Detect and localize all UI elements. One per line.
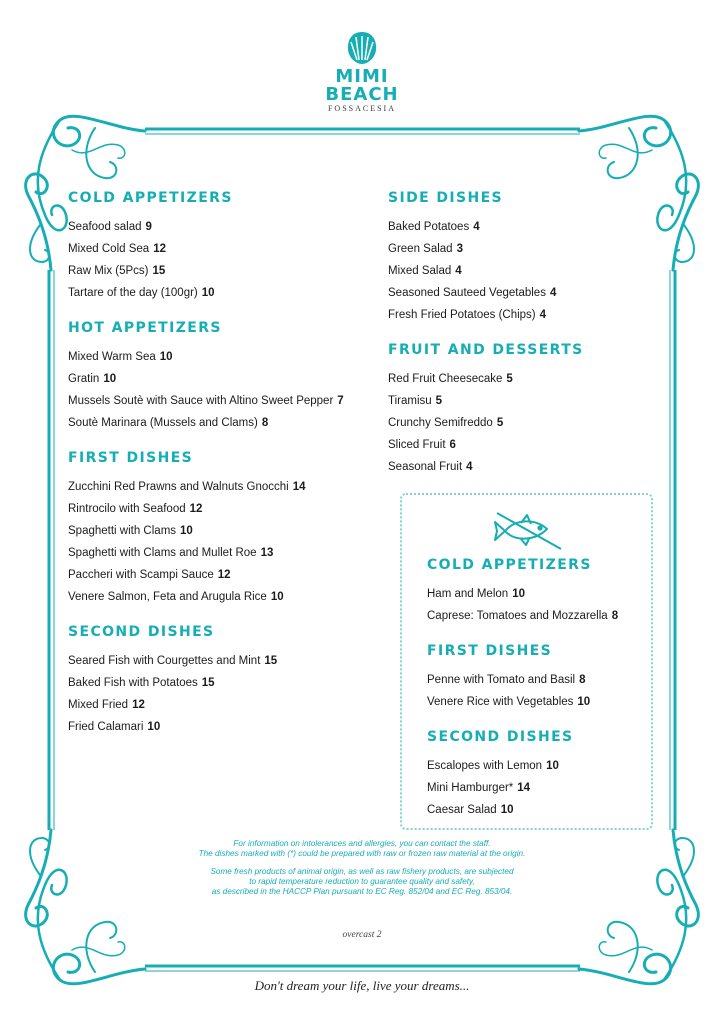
item-price: 12 [153, 243, 166, 255]
menu-item [388, 368, 584, 390]
menu-item [388, 304, 584, 326]
item-price: 7 [337, 395, 344, 407]
item-price: 6 [449, 439, 456, 451]
item-name: Seasonal Fruit [388, 461, 463, 473]
section-title: HOT APPETIZERS [68, 320, 222, 336]
item-price: 10 [103, 373, 117, 385]
item-price: 4 [466, 461, 473, 473]
menu-section [388, 342, 584, 478]
item-price: 15 [264, 655, 278, 667]
menu-item [427, 799, 618, 821]
menu-item [68, 346, 344, 368]
item-name: Venere Salmon, Feta and Arugula Rice [68, 591, 267, 603]
menu-item [427, 777, 618, 799]
item-price: 5 [435, 395, 443, 407]
item-price: 12 [217, 569, 231, 581]
item-name: Spaghetti with Clams and Mullet Roe [68, 547, 257, 559]
item-name: Tartare of the day (100gr) [68, 287, 198, 299]
item-name: Green Salad [388, 243, 453, 255]
brand-place: FOSSACESIA [327, 104, 396, 113]
section-title: SIDE DISHES [388, 190, 504, 206]
item-name: Mixed Salad [388, 265, 452, 277]
item-price: 3 [456, 243, 463, 255]
right-menu-column [388, 190, 584, 494]
item-name: Baked Fish with Potatoes [68, 677, 198, 689]
menu-section [427, 557, 618, 627]
item-name: Caesar Salad [427, 804, 497, 816]
note-line: to rapid temperature reduction to guarantee quality and safety, [249, 877, 475, 886]
logo [300, 28, 424, 113]
menu-item [388, 390, 584, 412]
menu-item [68, 520, 344, 542]
menu-item [68, 476, 344, 498]
item-price: 4 [549, 287, 557, 299]
section-title: COLD APPETIZERS [68, 190, 233, 206]
menu-item [68, 412, 344, 434]
brand-name-line2: BEACH [325, 84, 399, 105]
item-name: Zucchini Red Prawns and Walnuts Gnocchi [68, 481, 289, 493]
item-name: Fresh Fried Potatoes (Chips) [388, 309, 536, 321]
item-price: 10 [159, 351, 173, 363]
menu-item [68, 238, 344, 260]
item-price: 4 [539, 309, 547, 321]
item-name: Gratin [68, 373, 100, 385]
menu-item [68, 672, 344, 694]
section-title: FIRST DISHES [68, 450, 194, 466]
item-price: 10 [147, 721, 161, 733]
menu-item [68, 564, 344, 586]
menu-item [68, 368, 344, 390]
item-name: Mixed Fried [68, 699, 129, 711]
shell-logo-icon [342, 28, 382, 68]
item-name: Tiramisu [388, 395, 432, 407]
menu-section [427, 729, 618, 821]
item-price: 12 [132, 699, 145, 711]
menu-item [427, 583, 618, 605]
section-title: SECOND DISHES [68, 624, 215, 640]
brand-name-line1: MIMI [335, 66, 389, 87]
menu-section [68, 320, 344, 434]
section-title: FRUIT AND DESSERTS [388, 342, 584, 358]
item-price: 10 [201, 287, 215, 299]
item-price: 9 [145, 221, 152, 233]
item-name: Seared Fish with Courgettes and Mint [68, 655, 261, 667]
item-price: 12 [189, 503, 203, 515]
menu-item [68, 498, 344, 520]
menu-item [388, 260, 584, 282]
item-price: 10 [577, 696, 591, 708]
no-fish-menu-column [427, 557, 618, 837]
menu-section [68, 190, 344, 304]
item-name: Sliced Fruit [388, 439, 446, 451]
section-title: COLD APPETIZERS [427, 557, 592, 573]
item-price: 5 [506, 373, 513, 385]
item-name: Mixed Cold Sea [68, 243, 150, 255]
menu-item [68, 282, 344, 304]
tagline: Don't dream your life, live your dreams... [254, 978, 470, 993]
item-price: 10 [500, 804, 514, 816]
notes-paragraph [150, 867, 574, 897]
menu-item [427, 691, 618, 713]
menu-section [388, 190, 584, 326]
item-price: 14 [517, 782, 531, 794]
note-line: as described in the HACCP Plan pursuant to EC Reg. 852/04 and EC Reg. 853/04. [211, 887, 513, 896]
menu-item [388, 238, 584, 260]
note-line: Some fresh products of animal origin, as well as raw fishery products, are subjected [210, 867, 514, 876]
item-price: 8 [611, 610, 619, 622]
item-name: Seafood salad [68, 221, 142, 233]
menu-item [427, 755, 618, 777]
item-name: Raw Mix (5Pcs) [68, 265, 149, 277]
note-line: For information on intolerances and allergies, you can contact the staff. [233, 839, 491, 848]
item-price: 4 [455, 265, 462, 277]
item-price: 5 [496, 417, 504, 429]
item-name: Soutè Marinara (Mussels and Clams) [68, 417, 258, 429]
allergy-notes [150, 839, 574, 905]
menu-section [68, 624, 344, 738]
item-name: Escalopes with Lemon [427, 760, 543, 772]
menu-section [427, 643, 618, 713]
item-price: 15 [152, 265, 166, 277]
item-name: Venere Rice with Vegetables [427, 696, 574, 708]
item-name: Paccheri with Scampi Sauce [68, 569, 214, 581]
menu-item [388, 412, 584, 434]
item-price: 10 [180, 525, 193, 537]
menu-item [68, 716, 344, 738]
item-name: Seasoned Sauteed Vegetables [388, 287, 546, 299]
item-name: Rintrocilo with Seafood [68, 503, 186, 515]
menu-item [68, 542, 344, 564]
item-price: 10 [546, 760, 559, 772]
item-name: Mussels Soutè with Sauce with Altino Sweet Pepper [68, 395, 334, 407]
notes-paragraph [150, 839, 574, 859]
section-title: SECOND DISHES [427, 729, 574, 745]
no-fish-icon [491, 509, 565, 553]
menu-item [68, 586, 344, 608]
menu-item [388, 282, 584, 304]
menu-item [427, 669, 618, 691]
menu-item [388, 216, 584, 238]
item-name: Red Fruit Cheesecake [388, 373, 503, 385]
page-code: overcast 2 [342, 930, 382, 940]
item-name: Caprese: Tomatoes and Mozzarella [427, 610, 608, 622]
item-price: 10 [270, 591, 284, 603]
item-price: 8 [261, 417, 269, 429]
left-menu-column [68, 190, 344, 754]
menu-item [388, 456, 584, 478]
menu-item [68, 650, 344, 672]
menu-item [68, 390, 344, 412]
item-name: Mini Hamburger* [427, 782, 514, 794]
section-title: FIRST DISHES [427, 643, 553, 659]
item-name: Baked Potatoes [388, 221, 470, 233]
item-price: 10 [512, 588, 525, 600]
menu-item [427, 605, 618, 627]
item-name: Fried Calamari [68, 721, 144, 733]
menu-section [68, 450, 344, 608]
menu-item [388, 434, 584, 456]
item-price: 14 [292, 481, 306, 493]
item-name: Spaghetti with Clams [68, 525, 177, 537]
menu-item [68, 260, 344, 282]
item-name: Ham and Melon [427, 588, 509, 600]
item-name: Penne with Tomato and Basil [427, 674, 576, 686]
note-line: The dishes marked with (*) could be prepared with raw or frozen raw material at the origin. [198, 849, 526, 858]
menu-item [68, 216, 344, 238]
menu-item [68, 694, 344, 716]
item-price: 8 [579, 674, 586, 686]
item-price: 4 [473, 221, 480, 233]
item-price: 15 [201, 677, 215, 689]
item-name: Mixed Warm Sea [68, 351, 156, 363]
item-name: Crunchy Semifreddo [388, 417, 493, 429]
item-price: 13 [260, 547, 274, 559]
